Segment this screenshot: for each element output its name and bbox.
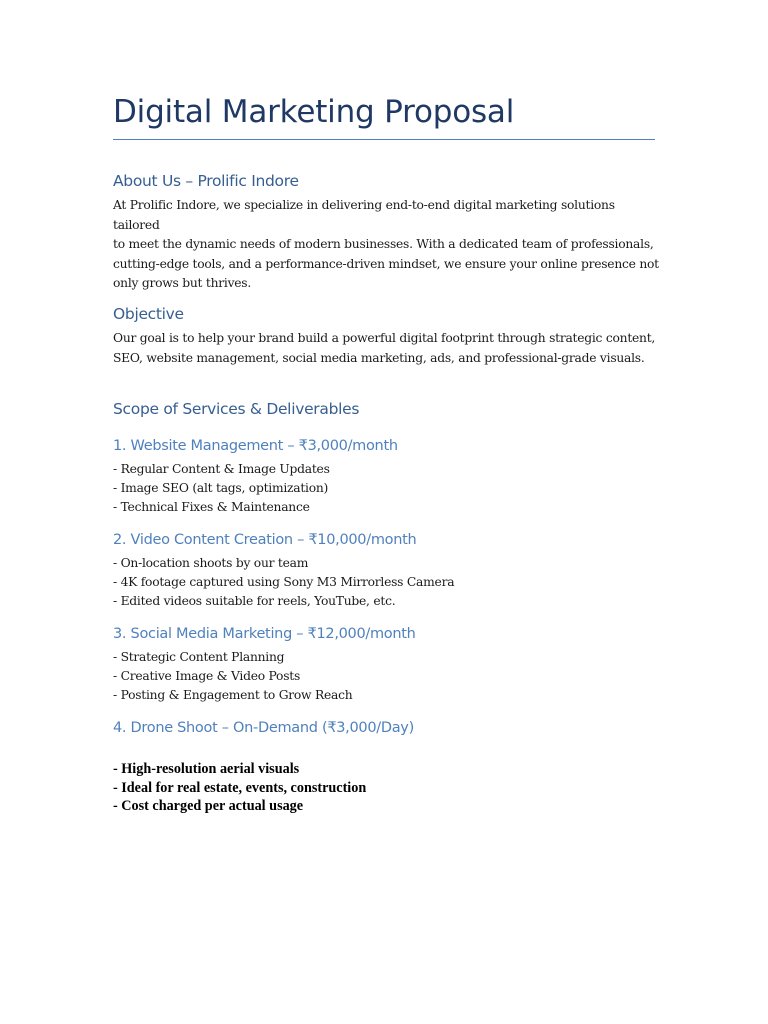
service-list-social (113, 648, 352, 705)
title-divider (113, 139, 655, 140)
service-heading-social: 3. Social Media Marketing – ₹12,000/month (113, 626, 416, 642)
list-item: - On-location shoots by our team (113, 556, 309, 570)
list-item: - 4K footage captured using Sony M3 Mirrorless Camera (113, 575, 455, 589)
service-heading-website: 1. Website Management – ₹3,000/month (113, 438, 398, 454)
list-item: - Creative Image & Video Posts (113, 669, 301, 683)
service-list-video (113, 554, 454, 611)
list-item: - Edited videos suitable for reels, YouTube, etc. (113, 594, 396, 608)
list-item: - Posting & Engagement to Grow Reach (113, 688, 353, 702)
service-list-website (113, 460, 330, 517)
objective-line: Our goal is to help your brand build a powerful digital footprint through strategic content, (113, 331, 656, 345)
scope-heading: Scope of Services & Deliverables (113, 400, 360, 418)
list-item: - High-resolution aerial visuals (113, 761, 300, 777)
about-heading: About Us – Prolific Indore (113, 172, 299, 190)
service-list-drone (113, 760, 366, 816)
list-item: - Technical Fixes & Maintenance (113, 500, 310, 514)
list-item: - Regular Content & Image Updates (113, 462, 330, 476)
list-item: - Strategic Content Planning (113, 650, 285, 664)
about-line: At Prolific Indore, we specialize in delivering end-to-end digital marketing solutions tailored (113, 198, 615, 232)
about-line: cutting-edge tools, and a performance-driven mindset, we ensure your online presence not (113, 256, 659, 271)
about-line: only grows but thrives. (113, 276, 252, 290)
list-item: - Image SEO (alt tags, optimization) (113, 481, 329, 495)
list-item: - Cost charged per actual usage (113, 798, 304, 814)
service-heading-drone: 4. Drone Shoot – On-Demand (₹3,000/Day) (113, 720, 414, 736)
list-item: - Ideal for real estate, events, construction (113, 779, 367, 796)
about-paragraph (113, 196, 659, 294)
objective-heading: Objective (113, 305, 184, 323)
objective-paragraph (113, 329, 659, 368)
about-line: to meet the dynamic needs of modern businesses. With a dedicated team of professionals, (113, 237, 654, 251)
service-heading-video: 2. Video Content Creation – ₹10,000/month (113, 532, 417, 548)
document-title: Digital Marketing Proposal (113, 94, 515, 130)
objective-line: SEO, website management, social media marketing, ads, and professional-grade visuals. (113, 350, 645, 365)
